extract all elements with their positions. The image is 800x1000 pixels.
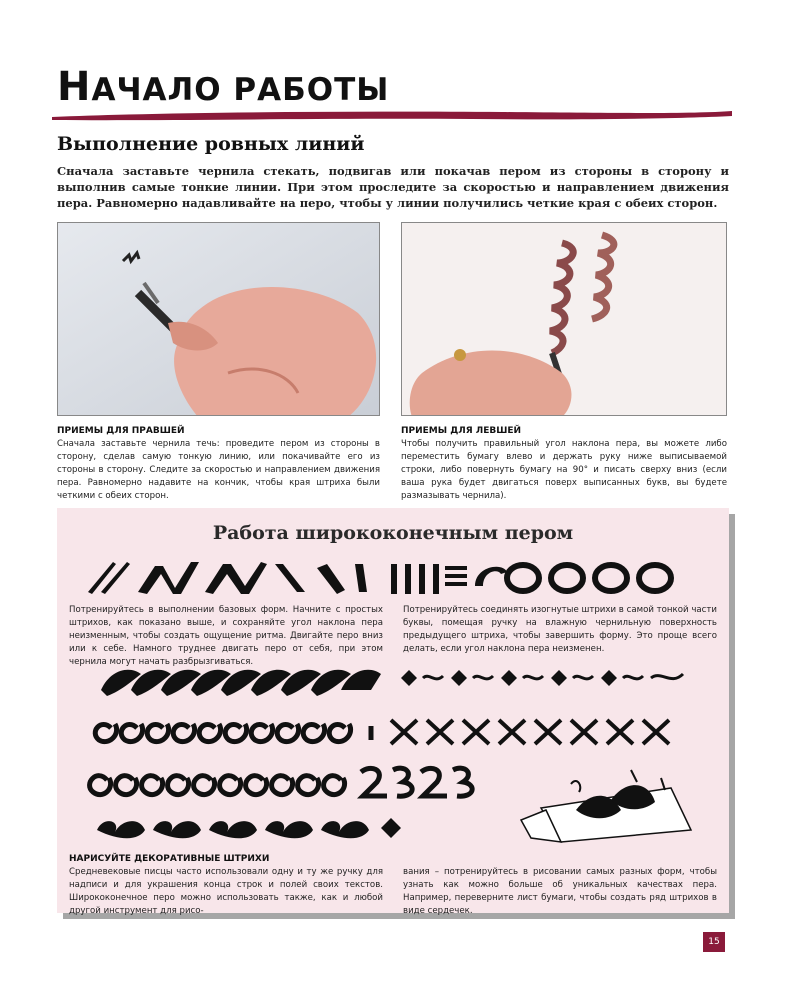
- caption-heading-right-handed: ПРИЕМЫ ДЛЯ ПРАВШЕЙ: [57, 426, 185, 436]
- section-heading: Выполнение ровных линий: [57, 133, 365, 155]
- intro-paragraph: Сначала заставьте чернила стекать, подвигав или покачав пером из стороны в сторону и выполнив самые тонкие линии. При этом проследите за скоростью и направлением движения пера. Равномерно надавливайте на перо, чтобы у линии получились четкие края с обеих сторон.: [57, 164, 729, 210]
- decorative-patterns-illustration: [71, 660, 711, 845]
- caption-heading-left-handed: ПРИЕМЫ ДЛЯ ЛЕВШЕЙ: [401, 426, 522, 436]
- page-title: [57, 64, 389, 110]
- photo-right-handed: [57, 222, 380, 416]
- decorative-heading: НАРИСУЙТЕ ДЕКОРАТИВНЫЕ ШТРИХИ: [69, 854, 270, 864]
- caption-left-handed: Чтобы получить правильный угол наклона пера, вы можете либо переместить бумагу влево и держать руку ниже выписываемой строки, либо повернуть бумагу на 90° и писать сверху вниз (если ваша рука будет двигаться поверх выписанных букв, вы будете размазывать чернила).: [401, 439, 727, 501]
- decorative-text-right: вания – потренируйтесь в рисовании самых разных форм, чтобы узнать как можно больше об уникальных качествах пера. Например, переверните лист бумаги, чтобы создать ряд штрихов в виде сердечек.: [403, 867, 717, 916]
- panel-right-text: Потренируйтесь соединять изогнутые штрихи в самой тонкой части буквы, помещая ручку на влажную чернильную поверхность предыдущего штриха, чтобы завершить форму. Это проще всего делать, если угол наклона пера неизменен.: [403, 605, 717, 654]
- photo-left-handed: [401, 222, 727, 416]
- panel-left-text: Потренируйтесь в выполнении базовых форм. Начните с простых штрихов, как показано выше, и сохраняйте угол наклона пера неизменным, чтобы создать ощущение ритма. Двигайте перо вниз или к себе. Намного труднее двигать перо от себя, при этом чернила могут начать разбрызгиваться.: [69, 605, 383, 667]
- practice-panel: [57, 508, 729, 916]
- brush-stroke-divider: [52, 108, 732, 122]
- title-initial: Н: [57, 64, 92, 110]
- title-rest: АЧАЛО РАБОТЫ: [91, 72, 390, 108]
- page-number: 15: [703, 932, 725, 952]
- panel-title: Работа ширококонечным пером: [212, 522, 574, 544]
- caption-right-handed: Сначала заставьте чернила течь: проведите пером из стороны в сторону, сделав самую тонкую линию, или покачивайте его из стороны в сторону. Следите за скоростью и направлением движения пера. Равномерно надавите на кончик, чтобы края штриха были четкими с обеих сторон.: [57, 439, 380, 501]
- decorative-text-left: Средневековые писцы часто использовали одну и ту же ручку для надписи и для украшения конца строк и полей своих текстов. Ширококонечное перо можно использовать также, как и любой другой инструмент для рисо-: [69, 867, 383, 916]
- basic-strokes-illustration: [83, 556, 713, 596]
